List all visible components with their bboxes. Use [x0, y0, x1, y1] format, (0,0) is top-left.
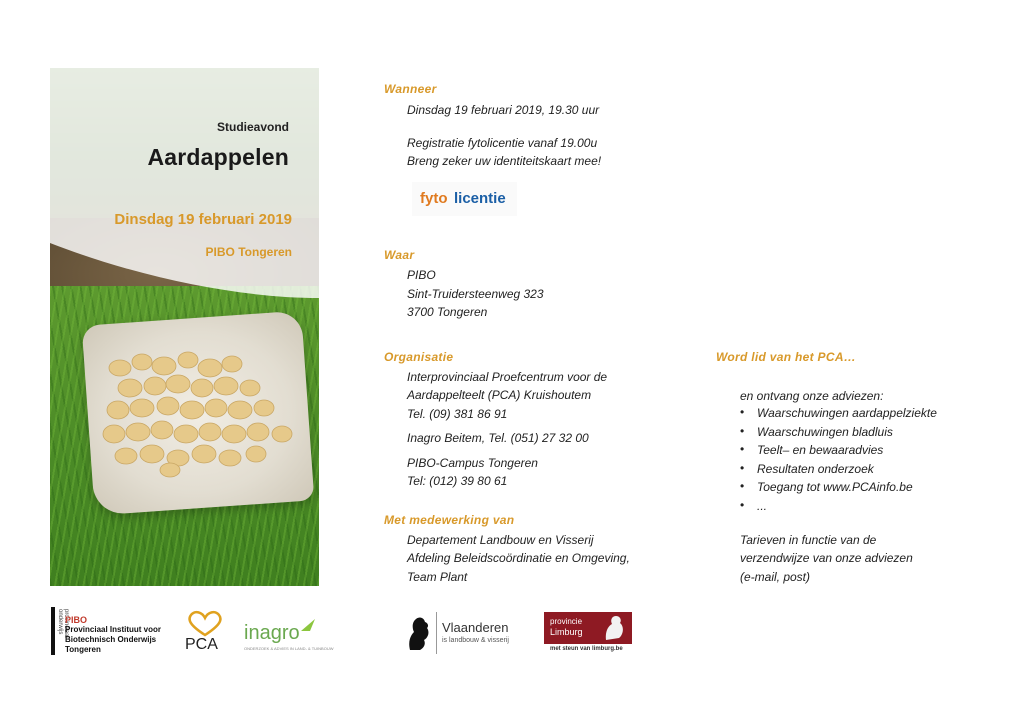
fyto-logo-part-a: fyto	[420, 190, 448, 207]
waar-line: Sint-Truidersteenweg 323	[407, 287, 544, 301]
event-subtitle: Studieavond	[216, 120, 289, 134]
waar-line: 3700 Tongeren	[407, 305, 488, 319]
organisatie-heading: Organisatie	[384, 350, 454, 364]
list-item: • Waarschuwingen bladluis	[740, 425, 937, 444]
lid-intro: en ontvang onze adviezen:	[740, 389, 884, 403]
tarieven-line: Tarieven in functie van de	[740, 533, 877, 547]
inagro-text: inagro	[244, 622, 300, 644]
inagro-tagline: ONDERZOEK & ADVIES IN LAND- & TUINBOUW	[244, 646, 334, 651]
limburg-subtext: met steun van limburg.be	[550, 646, 623, 652]
organisatie-line: Interprovinciaal Proefcentrum voor de	[407, 370, 608, 384]
pibo-line: Provinciaal Instituut voor	[65, 625, 162, 634]
potatoes-image	[100, 348, 300, 478]
limburg-text-1: provincie	[550, 617, 583, 626]
list-item: • Teelt– en bewaaradvies	[740, 443, 937, 462]
limburg-box	[544, 612, 632, 644]
vlaanderen-logo	[404, 612, 514, 654]
event-location: PIBO Tongeren	[205, 245, 292, 259]
limburg-text-2: Limburg	[550, 627, 583, 637]
pibo-logo	[51, 607, 169, 655]
wanneer-id-note: Breng zeker uw identiteitskaart mee!	[407, 154, 602, 168]
cover-overlay	[50, 68, 319, 298]
lid-benefits-list	[740, 406, 937, 518]
pibo-name: PIBO	[65, 615, 88, 625]
list-item: • Resultaten onderzoek	[740, 462, 937, 481]
fytolicentie-logo	[412, 182, 517, 216]
flemish-lion-icon	[404, 614, 432, 654]
medewerking-heading: Met medewerking van	[384, 513, 515, 527]
organisatie-line: Aardappelteelt (PCA) Kruishoutem	[407, 388, 592, 402]
pibo-line: Biotechnisch Onderwijs	[65, 635, 157, 644]
lid-heading: Word lid van het PCA…	[716, 350, 857, 364]
tarieven-line: (e-mail, post)	[740, 570, 811, 584]
tarieven-line: verzendwijze van onze adviezen	[740, 551, 913, 565]
pca-heart-icon	[183, 610, 228, 638]
inagro-logo	[244, 618, 334, 654]
wanneer-heading: Wanneer	[384, 82, 437, 96]
vlaanderen-divider	[436, 612, 437, 654]
pibo-line: Tongeren	[65, 645, 101, 654]
cover-photo	[50, 68, 319, 586]
medewerking-line: Team Plant	[407, 570, 468, 584]
vlaanderen-text: Vlaanderen	[442, 620, 509, 635]
wanneer-registration: Registratie fytolicentie vanaf 19.00u	[407, 136, 598, 150]
pibo-vertical-text: provinciaal onderwijs	[57, 609, 69, 638]
medewerking-line: Afdeling Beleidscoördinatie en Omgeving,	[407, 551, 630, 565]
pca-logo	[183, 610, 228, 655]
inagro-leaf-icon	[300, 618, 316, 632]
organisatie-phone: Tel: (012) 39 80 61	[407, 474, 508, 488]
limburg-lion-icon	[602, 614, 628, 642]
event-title: Aardappelen	[147, 144, 289, 170]
list-item: • Waarschuwingen aardappelziekte	[740, 406, 937, 425]
list-item: • ...	[740, 499, 937, 518]
fyto-logo-part-b: licentie	[454, 190, 506, 207]
waar-heading: Waar	[384, 248, 415, 262]
wanneer-datetime: Dinsdag 19 februari 2019, 19.30 uur	[407, 103, 600, 117]
event-date: Dinsdag 19 februari 2019	[114, 211, 292, 228]
waar-line: PIBO	[407, 268, 436, 282]
vlaanderen-subtext: is landbouw & visserij	[442, 637, 509, 644]
pibo-fullname	[65, 625, 161, 655]
list-item: • Toegang tot www.PCAinfo.be	[740, 480, 937, 499]
pibo-logo-bar	[51, 607, 55, 655]
medewerking-line: Departement Landbouw en Visserij	[407, 533, 594, 547]
pca-text: PCA	[185, 636, 218, 653]
limburg-logo	[544, 612, 636, 656]
organisatie-line: PIBO-Campus Tongeren	[407, 456, 538, 470]
organisatie-line: Inagro Beitem, Tel. (051) 27 32 00	[407, 431, 589, 445]
organisatie-phone: Tel. (09) 381 86 91	[407, 407, 508, 421]
